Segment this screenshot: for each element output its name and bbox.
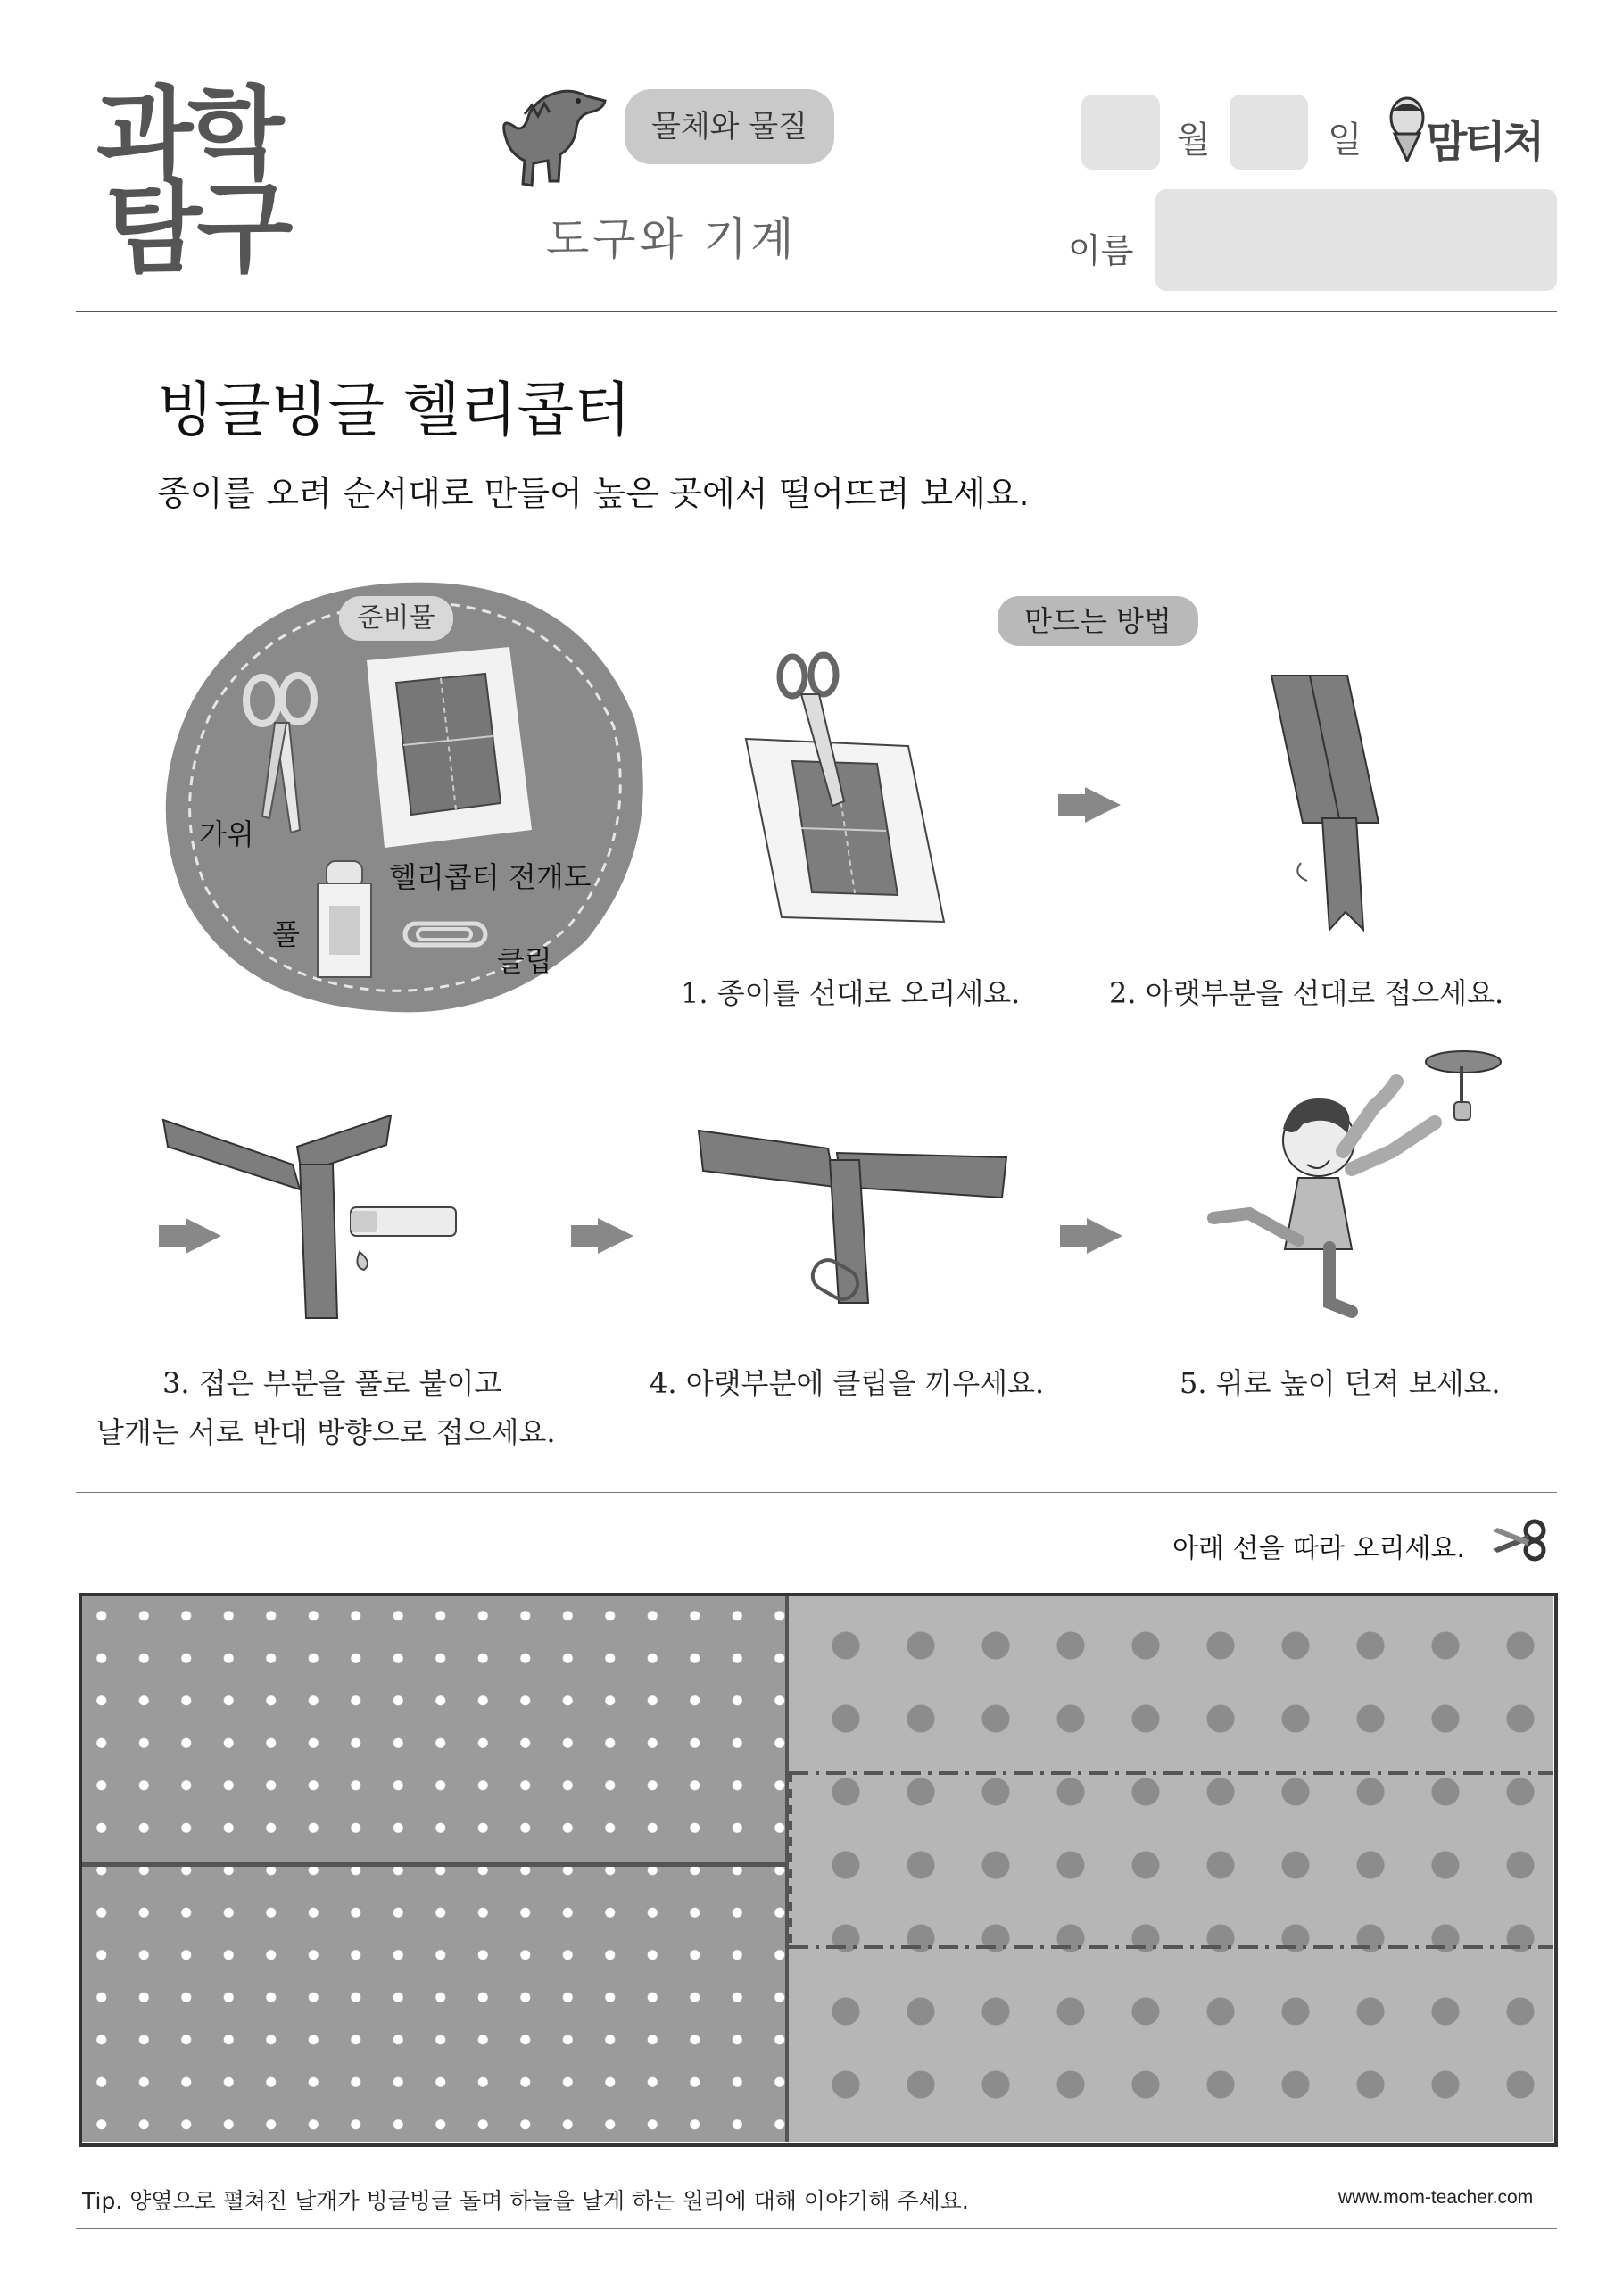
step4-caption: 4. 아랫부분에 클립을 끼우세요. [650, 1366, 1045, 1400]
footer-divider [76, 2228, 1557, 2229]
materials-circle [157, 576, 652, 1022]
cut-instruction: 아래 선을 따라 오리세요. [1172, 1533, 1465, 1564]
dinosaur-icon [489, 79, 623, 195]
template-border [79, 1593, 1558, 2147]
scissors-icon [1488, 1517, 1553, 1563]
step4-illustration [694, 1117, 1011, 1314]
brand-name: 맘티처 [1426, 117, 1543, 167]
day-field[interactable] [1230, 95, 1308, 170]
month-field[interactable] [1081, 95, 1160, 170]
page-title: 빙글빙글 헬리콥터 [157, 376, 632, 444]
step3-caption-line1: 3. 접은 부분을 풀로 붙이고 [162, 1366, 502, 1400]
step2-illustration [1267, 671, 1401, 934]
name-field[interactable] [1155, 189, 1557, 291]
logo-line-1: 과학 [96, 77, 279, 193]
materials-label: 준비물 [339, 596, 453, 641]
tip-text: Tip. 양옆으로 펼쳐진 날개가 빙글빙글 돌며 하늘을 날게 하는 원리에 대해 이야기해 주세요. [82, 2188, 969, 2214]
website-url[interactable]: www.mom-teacher.com [1338, 2187, 1534, 2208]
clip-label: 클립 [497, 944, 552, 978]
scissors-label: 가위 [199, 817, 254, 851]
pencil-mascot-icon [1387, 91, 1427, 162]
unit-title: 도구와 기계 [546, 213, 798, 265]
glue-label: 풀 [272, 917, 300, 951]
arrow-icon [1058, 787, 1121, 823]
name-label: 이름 [1068, 231, 1134, 270]
step3-illustration [159, 1111, 467, 1321]
step2-caption: 2. 아랫부분을 선대로 접으세요. [1109, 976, 1504, 1010]
method-label: 만드는 방법 [998, 596, 1198, 646]
instruction-text: 종이를 오려 순서대로 만들어 높은 곳에서 떨어뜨려 보세요. [157, 474, 1030, 513]
logo-line-2: 탐구 [105, 170, 288, 286]
category-pill: 물체와 물질 [625, 89, 834, 164]
header-divider [76, 311, 1557, 312]
template-paper-icon [367, 647, 532, 848]
step3-caption-line2: 날개는 서로 반대 방향으로 접으세요. [96, 1415, 556, 1449]
step5-caption: 5. 위로 높이 던져 보세요. [1180, 1366, 1501, 1400]
arrow-icon [571, 1218, 633, 1254]
month-label: 월 [1176, 120, 1211, 161]
glue-stick-icon [318, 861, 371, 977]
section-divider [76, 1492, 1557, 1493]
step5-child-illustration [1196, 1044, 1535, 1321]
step1-caption: 1. 종이를 선대로 오리세요. [681, 976, 1021, 1010]
day-label: 일 [1328, 120, 1362, 161]
step1-illustration [739, 650, 962, 926]
template-label: 헬리콥터 전개도 [389, 860, 592, 894]
arrow-icon [1060, 1218, 1122, 1254]
